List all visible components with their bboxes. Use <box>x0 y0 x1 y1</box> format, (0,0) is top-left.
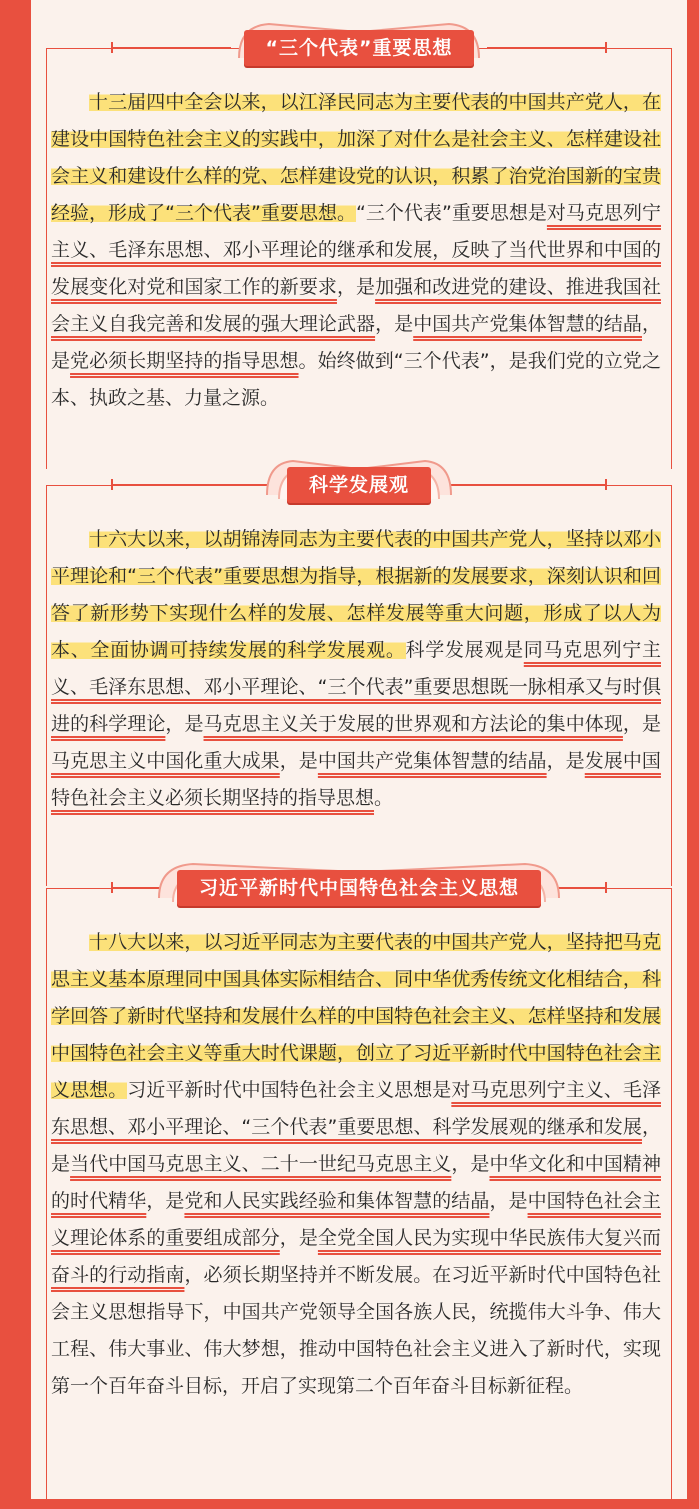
body-text: ，是 <box>546 750 585 772</box>
section-body <box>51 84 661 417</box>
body-text: “三个代表”重要思想是 <box>356 202 547 224</box>
section-title: 习近平新时代中国特色社会主义思想 <box>177 870 541 906</box>
section-title: 科学发展观 <box>287 467 431 503</box>
article-paper <box>31 0 687 1499</box>
underlined-text: 中国特色社会主义理论体系的重要组成部分 <box>51 1190 661 1249</box>
highlighted-text: 十六大以来，以胡锦涛同志为主要代表的中国共产党人，坚持以邓小平理论和“三个代表”重要思想为指导，根据新的发展要求，深刻认识和回答了新形势下实现什么样的发展、怎样发展等重大问题，形成了以人为本、全面协调可持续发展的科学发展观。 <box>51 528 661 661</box>
body-text: ，是 <box>165 713 204 735</box>
right-border-rail <box>687 0 699 1499</box>
header-rule-right <box>447 484 607 485</box>
underlined-text: 中国共产党集体智慧的结晶 <box>413 313 642 335</box>
section-header <box>31 858 687 918</box>
section-body <box>51 924 661 1405</box>
body-text: ，是 <box>51 1116 661 1175</box>
underlined-text: 党必须长期坚持的指导思想 <box>70 350 299 372</box>
body-text: ，是 <box>51 313 661 372</box>
section-header <box>31 18 687 78</box>
underlined-text: 马克思主义中国化重大成果 <box>51 750 280 772</box>
header-rule-right <box>487 47 607 48</box>
highlighted-text: 十三届四中全会以来，以江泽民同志为主要代表的中国共产党人，在建设中国特色社会主义的实践中，加深了对什么是社会主义、怎样建设社会主义和建设什么样的党、怎样建设党的认识，积累了治党治国新的宝贵经验，形成了“三个代表”重要思想。 <box>51 91 661 224</box>
body-text: ，是 <box>622 713 661 735</box>
left-border-rail <box>0 0 31 1499</box>
body-text: 科学发展观是 <box>405 639 524 661</box>
body-text: ，是 <box>336 276 376 298</box>
header-rule-left <box>111 47 231 48</box>
section-title: “三个代表”重要思想 <box>244 30 475 66</box>
underlined-text: 中国共产党集体智慧的结晶 <box>317 750 547 772</box>
underlined-text: 马克思主义关于发展的世界观和方法论的集中体现 <box>203 713 623 735</box>
body-text: 。始终做到“三个代表”，是我们党的立党之本、执政之基、力量之源。 <box>51 350 661 409</box>
body-text: ，是 <box>279 1227 318 1249</box>
highlighted-text: 十八大以来，以习近平同志为主要代表的中国共产党人，坚持把马克思主义基本原理同中国具体实际相结合、同中华优秀传统文化相结合，科学回答了新时代坚持和发展什么样的中国特色社会主义、怎样坚持和发展中国特色社会主义等重大时代课题，创立了习近平新时代中国特色社会主义思想。 <box>51 931 661 1101</box>
section-body <box>51 521 661 817</box>
body-text: ，是 <box>489 1190 528 1212</box>
section-header <box>31 455 687 515</box>
underlined-text: 同马克思列宁主义、毛泽东思想、邓小平理论、“三个代表”重要思想既一脉相承又与时俱进的科学理论 <box>51 639 661 735</box>
underlined-text: 党和人民实践经验和集体智慧的结晶 <box>184 1190 490 1212</box>
underlined-text: 中华文化和中国精神的时代精华 <box>51 1153 661 1212</box>
body-text: 习近平新时代中国特色社会主义思想是 <box>127 1079 452 1101</box>
body-text: ，是 <box>279 750 318 772</box>
body-text: ，必须长期坚持并不断发展。在习近平新时代中国特色社会主义思想指导下，中国共产党领导全国各族人民，统揽伟大斗争、伟大工程、伟大事业、伟大梦想，推动中国特色社会主义进入了新时代，实现第一个百年奋斗目标，开启了实现第二个百年奋斗目标新征程。 <box>51 1264 661 1397</box>
underlined-text: 当代中国马克思主义、二十一世纪马克思主义 <box>70 1153 452 1175</box>
underlined-text: 全党全国人民为实现中华民族伟大复兴而奋斗的行动指南 <box>51 1227 661 1286</box>
body-text: 。 <box>374 787 394 809</box>
underlined-text: 对马克思列宁主义、毛泽东思想、邓小平理论的继承和发展，反映了当代世界和中国的发展变化对党和国家工作的新要求 <box>51 202 661 298</box>
underlined-text: 发展中国特色社会主义必须长期坚持的指导思想 <box>51 750 661 809</box>
underlined-text: 加强和改进党的建设、推进我国社会主义自我完善和发展的强大理论武器 <box>51 276 661 335</box>
body-text: ，是 <box>451 1153 490 1175</box>
underlined-text: 对马克思列宁主义、毛泽东思想、邓小平理论、“三个代表”重要思想、科学发展观的继承和发展 <box>51 1079 661 1138</box>
body-text: ，是 <box>375 313 414 335</box>
header-rule-left <box>111 484 271 485</box>
body-text: ，是 <box>146 1190 185 1212</box>
